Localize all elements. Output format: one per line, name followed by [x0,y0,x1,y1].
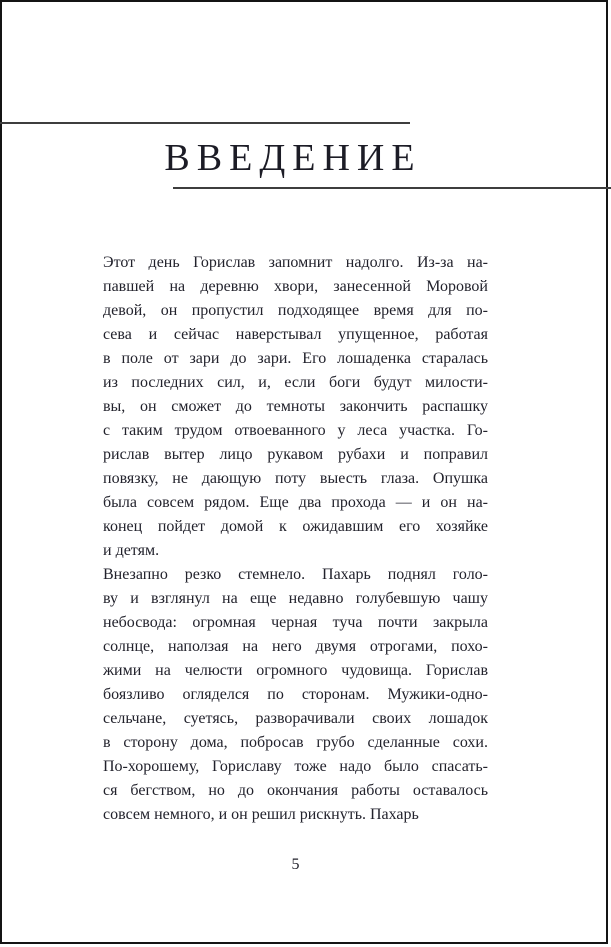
text-line: девой, он пропустил подходящее время для по- [103,302,488,319]
body-text [103,251,488,827]
text-line: из последних сил, и, если боги будут милости- [103,374,488,391]
text-line: и детям. [103,542,160,559]
text-line: конец пойдет домой к ожидавшим его хозяйке [103,518,488,535]
text-line: ся бегством, но до окончания работы оставалось [103,782,488,799]
text-line: в сторону дома, побросав грубо сделанные сохи. [103,734,488,751]
paragraph [103,251,488,563]
text-line: павшей на деревню хвори, занесенной Моровой [103,278,488,295]
text-line: вы, он сможет до темноты закончить распашку [103,398,488,415]
text-line: жими на челюсти огромного чудовища. Горислав [103,662,488,679]
chapter-title: ВВЕДЕНИЕ [164,137,422,179]
text-line: По-хорошему, Гориславу тоже надо было спасать- [103,758,488,775]
text-line: ву и взглянул на еще недавно голубевшую чашу [103,590,488,607]
text-line: боязливо огляделся по сторонам. Мужики-одно- [103,686,488,703]
text-line: сева и сейчас наверстывал упущенное, работая [103,326,488,343]
text-line: Этот день Горислав запомнит надолго. Из-за на- [103,254,488,271]
text-line: рислав вытер лицо рукавом рубахи и поправил [103,446,488,463]
text-line: была совсем рядом. Еще два прохода — и он на- [103,494,488,511]
text-line: повязку, не дающую поту выесть глаза. Опушка [103,470,488,487]
text-line: солнце, наползая на него двумя отрогами, похо- [103,638,488,655]
text-line: Внезапно резко стемнело. Пахарь поднял голо- [103,566,488,583]
text-line: с таким трудом отвоеванного у леса участка. Го- [103,422,488,439]
chapter-rule-bottom [173,187,611,189]
text-line: совсем немного, и он решил рискнуть. Пахарь [103,806,419,823]
paragraph [103,563,488,827]
chapter-rule-top [0,122,410,124]
text-line: сельчане, суетясь, разворачивали своих лошадок [103,710,488,727]
text-line: небосвода: огромная черная туча почти закрыла [103,614,488,631]
page-number: 5 [291,856,300,873]
text-line: в поле от зари до зари. Его лошаденка старалась [103,350,488,367]
